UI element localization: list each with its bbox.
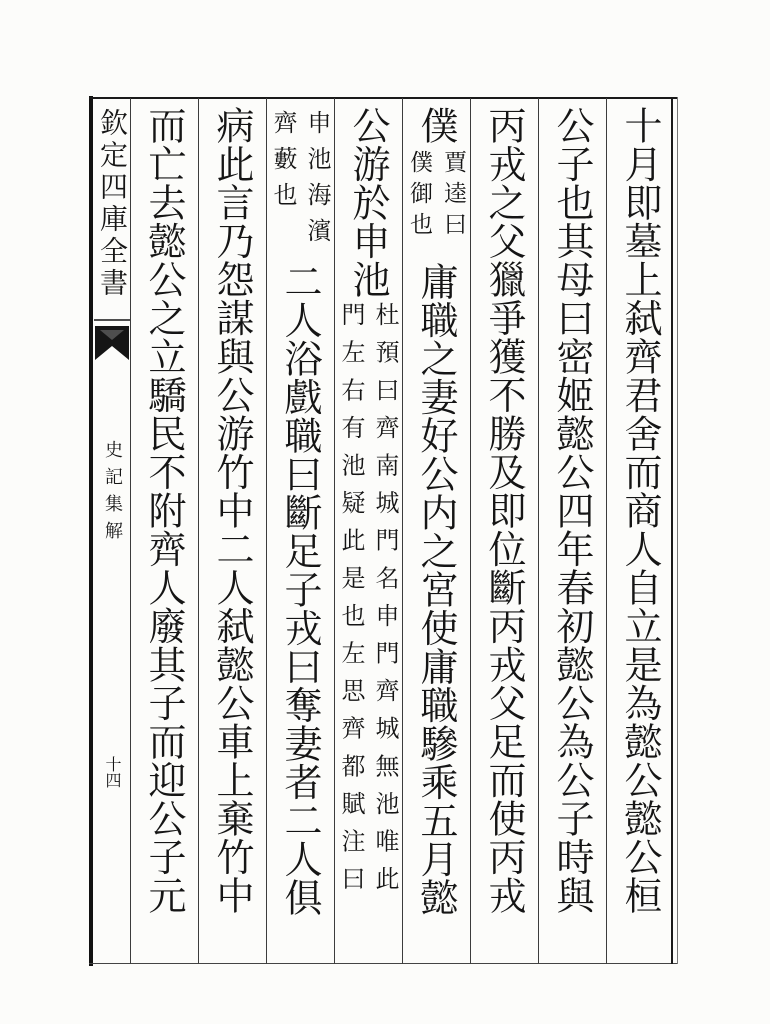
text-column-7 bbox=[198, 0, 266, 1024]
text-column-6 bbox=[266, 0, 334, 1024]
text-column-8 bbox=[130, 0, 198, 1024]
frame-right-border-outer bbox=[677, 97, 678, 964]
page-number: 十四 bbox=[103, 756, 122, 788]
text-column-5 bbox=[334, 0, 402, 1024]
commentary-line-left: 門左右有池疑此是也左思齊都賦注曰 bbox=[337, 302, 365, 904]
text-column-3 bbox=[470, 0, 538, 1024]
commentary-line-left: 僕御也 bbox=[406, 150, 432, 243]
text-column-1 bbox=[606, 0, 674, 1024]
page-margin bbox=[94, 0, 130, 1024]
book-title: 史記集解 bbox=[102, 440, 123, 548]
frame-left-border bbox=[89, 96, 93, 966]
commentary-line-right: 賈逵曰 bbox=[440, 150, 466, 243]
main-text: 病此言乃怨謀與公游竹中二人弑懿公車上棄竹中 bbox=[210, 106, 254, 915]
main-text: 公子也其母曰密姬懿公四年春初懿公為公子時與 bbox=[550, 106, 594, 915]
main-text: 庸職之妻好公内之宮使庸職驂乘五月懿 bbox=[414, 262, 458, 917]
main-text: 十月即墓上弑齊君舍而商人自立是為懿公懿公桓 bbox=[618, 106, 662, 915]
main-text: 丙戎之父獵爭獲不勝及即位斷丙戎父足而使丙戎 bbox=[482, 106, 526, 915]
text-column-2 bbox=[538, 0, 606, 1024]
commentary-line-left: 齊藪也 bbox=[269, 110, 297, 218]
main-text: 而亡去懿公之立驕民不附齊人廢其子而迎公子元 bbox=[142, 106, 186, 915]
main-text: 僕 bbox=[414, 106, 458, 145]
collection-title: 欽定四庫全書 bbox=[96, 108, 129, 300]
commentary-line-right: 杜預曰齊南城門名申門齊城無池唯此 bbox=[371, 302, 399, 904]
main-text: 二人浴戲職曰斷足子戎曰奪妻者二人俱 bbox=[278, 262, 322, 917]
text-column-4 bbox=[402, 0, 470, 1024]
commentary-line-right: 申池海濱 bbox=[303, 110, 331, 254]
main-text: 公游於申池 bbox=[346, 106, 390, 299]
fishtail-mark-icon bbox=[94, 316, 130, 366]
